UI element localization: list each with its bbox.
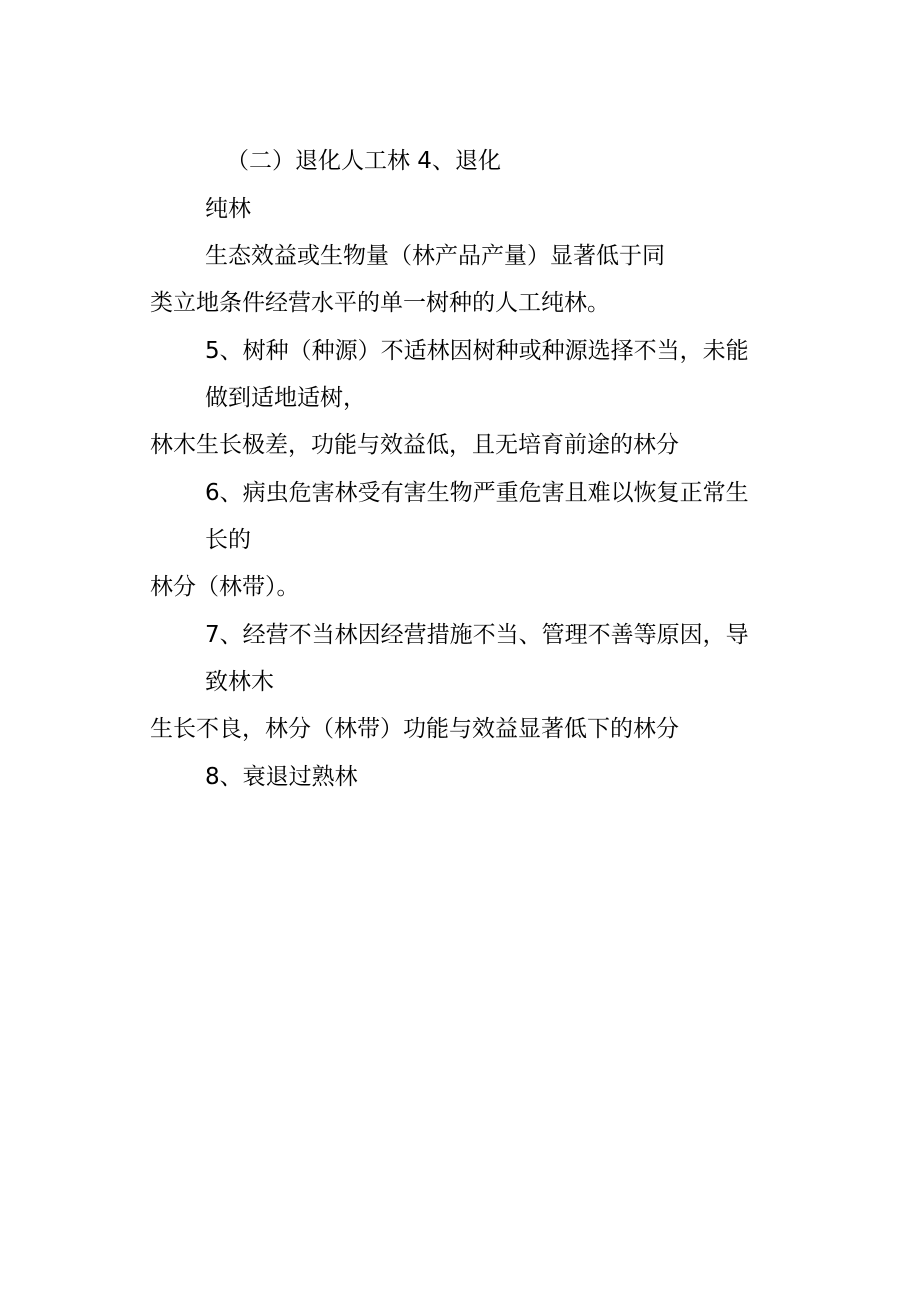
item-heading-7: 7、经营不当林因经营措施不当、管理不善等原因，导 xyxy=(205,622,749,648)
paragraph-line: 做到适地适树， xyxy=(205,385,366,411)
paragraph-line: 长的 xyxy=(205,527,251,553)
paragraph-line: 林分（林带）。 xyxy=(150,574,300,600)
item-heading-6: 6、病虫危害林受有害生物严重危害且难以恢复正常生 xyxy=(205,480,749,506)
paragraph-line: 类立地条件经营水平的单一树种的人工纯林。 xyxy=(150,290,610,316)
paragraph-line: 生长不良，林分（林带）功能与效益显著低下的林分 xyxy=(150,716,679,742)
paragraph-line: 致林木 xyxy=(205,669,274,695)
section-heading-degraded-plantation: （二）退化人工林 4、退化 xyxy=(226,148,501,174)
paragraph-line: 林木生长极差，功能与效益低，且无培育前途的林分 xyxy=(150,432,679,458)
item-heading-continuation: 纯林 xyxy=(205,196,251,222)
item-heading-5: 5、树种（种源）不适林因树种或种源选择不当，未能 xyxy=(205,338,749,364)
item-heading-8: 8、衰退过熟林 xyxy=(205,764,358,790)
paragraph-line: 生态效益或生物量（林产品产量）显著低于同 xyxy=(205,243,665,269)
